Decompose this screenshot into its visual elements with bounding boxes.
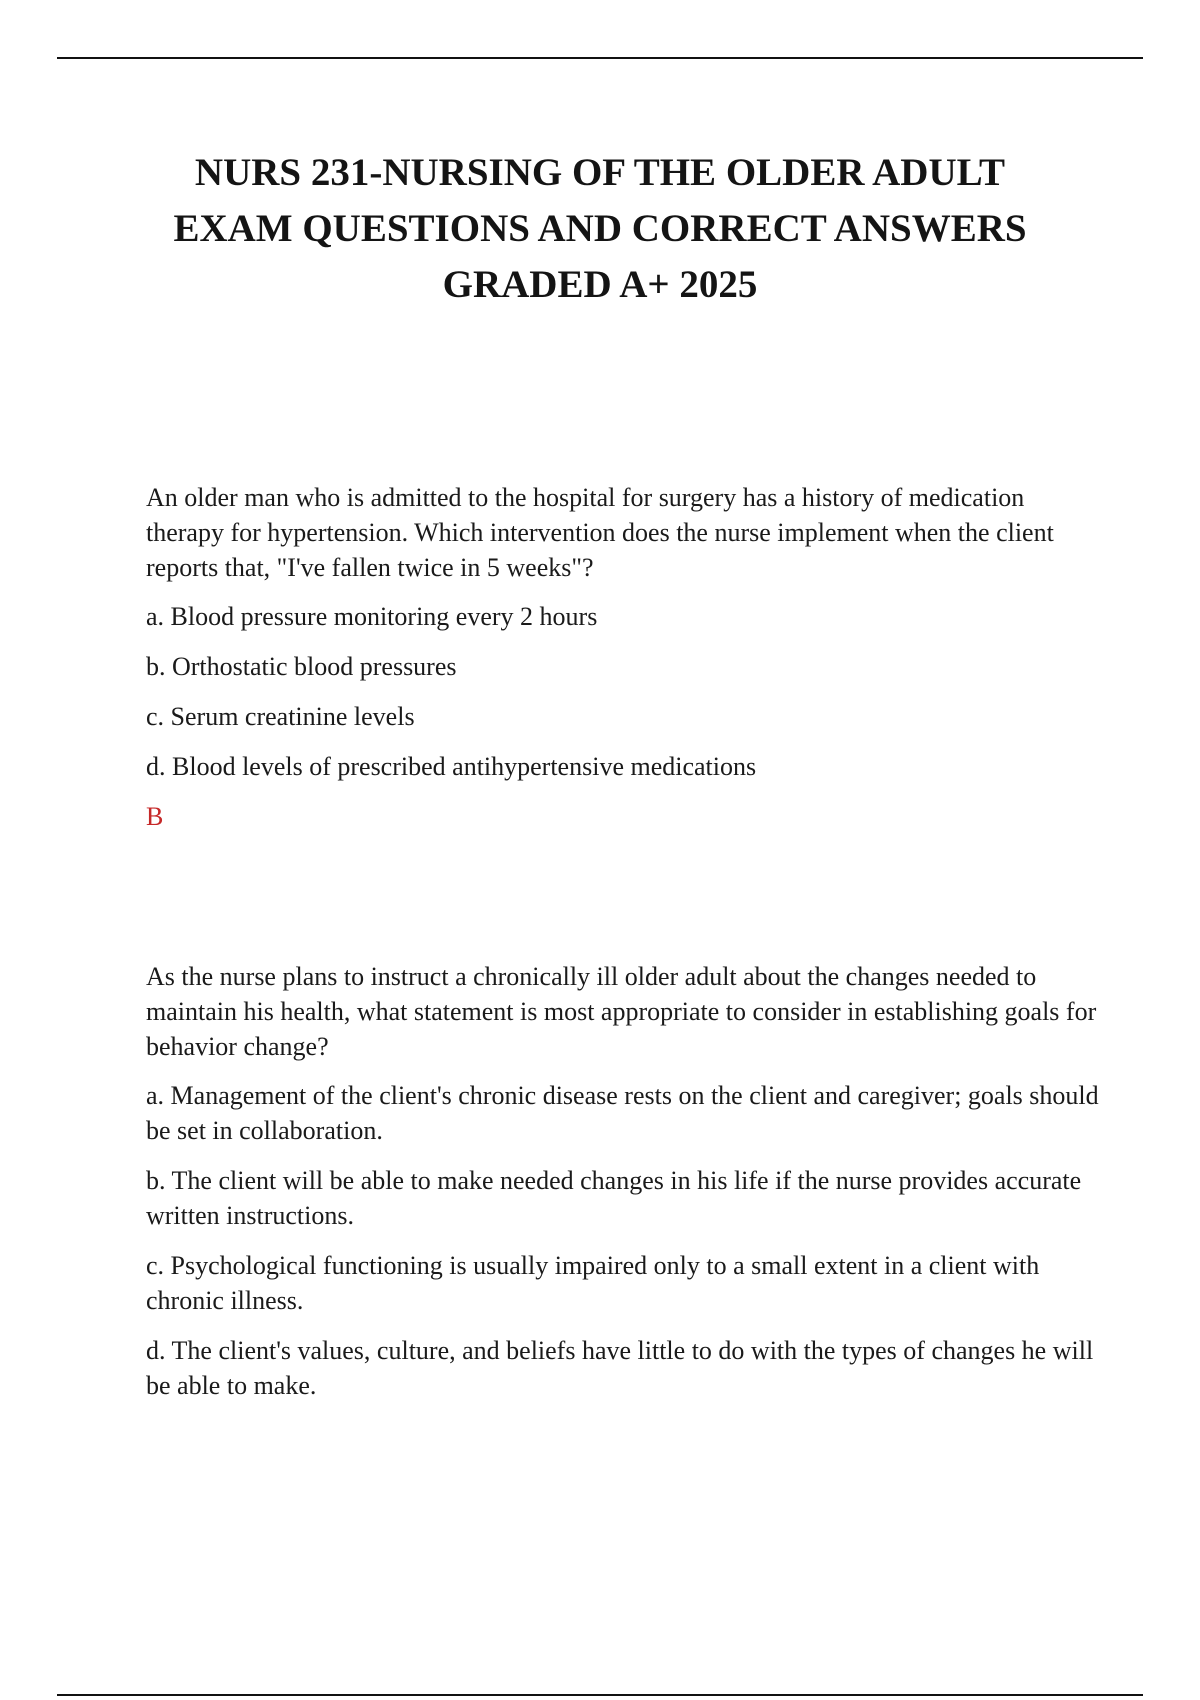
title-line: NURS 231-NURSING OF THE OLDER ADULT [194, 151, 1006, 194]
question-stem: An older man who is admitted to the hospital for surgery has a history of medication therapy for hypertension. Which intervention does the nurse implement when the client reports that, "I've fallen twice in 5 weeks"? [146, 483, 1054, 582]
question-stem: As the nurse plans to instruct a chronically ill older adult about the changes needed to maintain his health, what statement is most appropriate to consider in establishing goals for behavior change? [146, 962, 1097, 1061]
option-d: d. Blood levels of prescribed antihypertensive medications [146, 752, 757, 781]
option-c: c. Serum creatinine levels [146, 702, 415, 731]
option-d: d. The client's values, culture, and beliefs have little to do with the types of changes he will be able to make. [146, 1336, 1094, 1400]
title-line: GRADED A+ 2025 [442, 263, 758, 306]
top-divider [57, 57, 1143, 59]
option-b: b. The client will be able to make needed changes in his life if the nurse provides accurate written instructions. [146, 1166, 1082, 1230]
option-c: c. Psychological functioning is usually impaired only to a small extent in a client with chronic illness. [146, 1251, 1040, 1315]
correct-answer: B [146, 802, 164, 831]
option-a: a. Blood pressure monitoring every 2 hours [146, 602, 598, 631]
question-1 [146, 480, 1106, 834]
bottom-divider [57, 1694, 1143, 1696]
option-b: b. Orthostatic blood pressures [146, 652, 457, 681]
title-line: EXAM QUESTIONS AND CORRECT ANSWERS [173, 207, 1027, 250]
option-a: a. Management of the client's chronic disease rests on the client and caregiver; goals should be set in collaboration. [146, 1081, 1099, 1145]
question-2 [146, 959, 1106, 1418]
document-title [100, 145, 1100, 313]
